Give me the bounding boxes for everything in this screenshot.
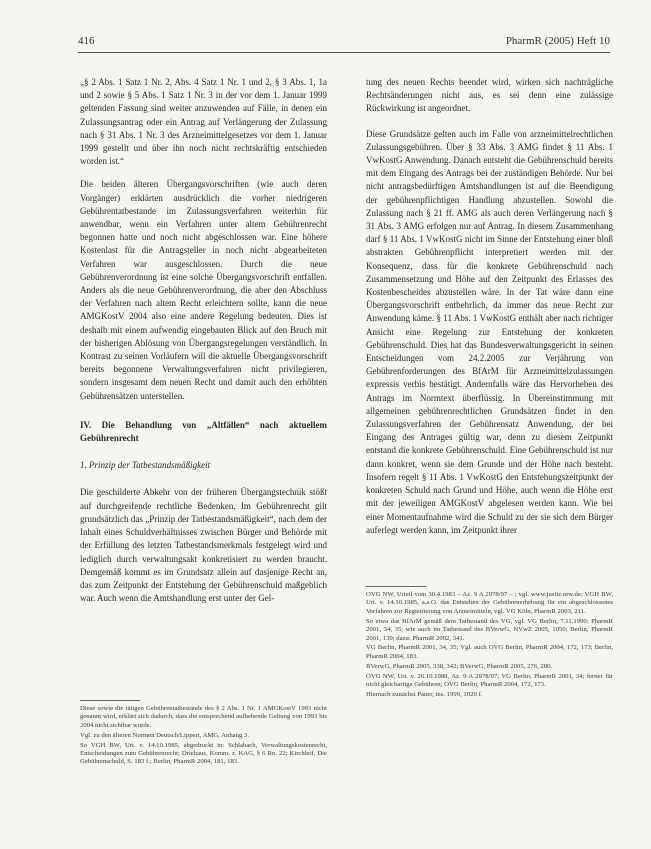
footnote: OVG NW, Urteil vom 30.4.1983 – Az. 9 A 2978/97 – ; vgl. www.justiz.nrw.de; VGH BW, Urt. v. 14.10.1985, a.a.O. das Entstehen der Gebührenerhebung für ein abgeschlossenes Verfahren zur Registrierung von Arzneimitteln, vgl. VG Köln, PharmR 2003, 211. xyxy=(366,591,613,615)
footnote: VG Berlin, PharmR 2001, 34, 35; Vgl. auch OVG Berlin, PharmR 2004, 172, 173; Berlin, PharmR 2004, 183. xyxy=(366,644,613,660)
body-paragraph: Diese Grundsätze gelten auch im Falle von arzneimittelrechtlichen Zulassungsgebühren. Über § 33 Abs. 3 AMG findet § 11 Abs. 1 VwKostG Anwendung. Danach entsteht die Gebührenschuld bereits mit dem Eingang des Antrags bei der zuständigen Behörde. Nur bei nicht antragsbedürftigen Amtshandlungen ist auf die Beendigung der gebührenpflichtigen Handlung abzustellen. Sowohl die Zulassung nach § 21 ff. AMG als auch deren Verlängerung nach § 31 Abs. 3 AMG erfolgen nur auf Antrag. In diesem Zusammenhang darf § 11 Abs. 1 VwKostG nicht im Sinne der Entstehung einer bloß abstrakten Gebührenpflicht interpretiert werden mit der Konsequenz, dass für die konkrete Gebührenschuld nach Zusammensetzung und Höhe auf den Zeitpunkt des Erlasses des Kostenbescheides abzustellen wäre. In der Tat wäre dann eine Übergangsvorschrift entbehrlich, da immer das neue Recht zur Anwendung käme. § 11 Abs. 1 VwKostG enthält aber nach richtiger Ansicht eine Regelung zur Entstehung der konkreten Gebührenschuld. Dies hat das Bundesverwaltungsgericht in seinen Entscheidungen vom 24.2.2005 zur Verjährung von Gebührenforderungen des BfArM für Arzneimittelzulassungen expressis verbis bestätigt. Andernfalls wäre das Hervorheben des Antrags im Normtext überflüssig. In Übereinstimmung mit allgemeinen gebührenrechtlichen Grundsätzen findet in den Zulassungsverfahren der Gebührensatz Anwendung, der bei Eingang des Antrages gültig war, denn zu diesem Zeitpunkt entstand die konkrete Gebührenschuld. Eine Gebührenschuld ist nur dann konkret, wenn sie dem Grunde und der Höhe nach besteht. Insofern regelt § 11 Abs. 1 VwKostG den Entstehungszeitpunkt der konkreten Schuld nach Grund und Höhe, auch wenn die Höhe erst mit der jeweiligen AMGKostV abgelesen werden kann. Wie bei einer Momentaufnahme wird die Schuld zu der sie sich dem Bürger auferlegt werden kann, im Zeitpunkt ihrer xyxy=(366,128,613,535)
section-heading: IV. Die Behandlung von „Altfällen“ nach aktuellem Gebührenrecht xyxy=(80,419,327,444)
header-rule xyxy=(78,52,610,53)
page-header xyxy=(78,35,610,51)
footnote: So VGH BW, Urt. v. 14.10.1985, abgedruckt in: Schlabach, Verwaltungskostenrecht, Entscheidungen zum Gebührenrecht; Driehaus, Komm. z. KAG, § 6 Rn. 22; Kirchhof, Die Gebührenschuld, S. 183 f.; Berlin, PharmR 2004, 181, 183. xyxy=(80,741,327,766)
body-paragraph: Die beiden älteren Übergangsvorschriften (wie auch deren Vorgänger) erklärten ausdrücklich die vorher niedrigeren Gebührentatbestande im Zulassungsverfahren weiterhin für anwendbar, wenn ein Verfahren unter altem Gebührenrecht begonnen hatte und noch nicht abgeschlossen war. Eine höhere Kostenlast für die Antragsteller in noch nicht abgearbeiteten Verfahren war ausgeschlossen. Durch die neue Gebührenverordnung ist eine solche Übergangsvorschrift entfallen. Anders als die neue Gebührenverordnung, die aber den Abschluss der Verfahren nach altem Recht erleichtern sollte, kann die neue AMGKostV 2004 also eine andere Regelung bedeuten. Dies ist deshalb mit einem aufwendig eingebauten Blick auf den Bruch mit der bisherigen Ablösung von Übergangsregelungen verständlich. In Kontrast zu seinen Vorläufern will die aktuelle Übergangsvorschrift bereits begonnene Verwaltungsverfahren nicht privilegieren, sondern insgesamt dem neuen Recht und damit auch den erhöhten Gebührensätzen unterstellen. xyxy=(80,179,327,401)
footnote: Hiernach zunächst Pauer, ins. 1999, 1020 f. xyxy=(366,690,483,698)
footnote-rule xyxy=(366,586,426,587)
quoted-provision: „§ 2 Abs. 1 Satz 1 Nr. 2, Abs. 4 Satz 1 Nr. 1 und 2, § 3 Abs. 1, 1a und 2 sowie § 5 Abs. 1 Satz 1 Nr. 3 in der vor dem 1. Januar 1999 geltenden Fassung sind weiter anzuwenden auf Fälle, in denen ein Zulassungsantrag oder ein Antrag auf Verlängerung der Zulassung nach § 31 Abs. 1 Nr. 3 des Arzneimittelgesetzes vor dem 1. Januar 1999 gestellt und über ihn noch nicht rechtskräftig entschieden worden ist.“ xyxy=(80,77,327,167)
journal-title: PharmR (2005) Heft 10 xyxy=(505,35,610,47)
subsection-heading: 1. Prinzip der Tatbestandsmäßigkeit xyxy=(80,460,211,471)
footnote: Diese sowie die tätigen Gebührentatbestände des § 2 Abs. 1 Nr. 1 AMGKostV 1993 nicht genannt wird, erklärt sich dadurch, dass die entsprechend aufhebende Geltung von 1993 bis 2004 nicht sichtbar wurde. xyxy=(80,705,327,729)
page-number: 416 xyxy=(78,35,95,47)
body-paragraph: Die geschilderte Abkehr von der früheren Übergangstechnik stößt auf durchgreifende rechtliche Bedenken. Im Gebührenrecht gilt grundsätzlich das „Prinzip der Tatbestandsmäßigkeit“, nach dem der Inhalt eines Schuldverhältnisses zwischen Bürger und Behörde mit der Erfüllung des letzten Tatbestandsmerkmals festgelegt wird und lediglich durch verwaltungsakt konkretisiert zu werden braucht. Demgemäß kommt es im Grundsatz allein auf dasjenige Recht an, das zum Zeitpunkt der Entstehung der Gebührenschuld maßgeblich war. Auch wenn die Amtshandlung erst unter der Gel- xyxy=(80,487,327,604)
footnote: BVerwG, PharmR 2005, 338, 342; BVerwG, PharmR 2005, 276, 280. xyxy=(366,662,553,670)
footnote: Vgl. zu den älteren Normen Deutsch/Lippert, AMG, Anhang 3. xyxy=(80,731,250,739)
footnotes-right xyxy=(366,586,613,701)
body-paragraph: tung des neuen Rechts beendet wird, wirken sich nachträgliche Rechtsänderungen nicht aus, es sei denn eine zulässige Rückwirkung ist angeordnet. xyxy=(366,77,613,114)
footnote-rule xyxy=(80,700,140,701)
right-column xyxy=(366,76,613,547)
left-column xyxy=(80,76,327,615)
footnotes-left xyxy=(80,700,327,768)
footnote: OVG NW, Urt. v. 26.10.1988, Az. 9 A 2978/97; VG Berlin, PharmR 2001, 34; ferner für nicht gleichartige Gebühren; OVG Berlin, PharmR 2004, 172, 173. xyxy=(366,672,613,689)
footnote: So etwa das BfArM gemäß dem Tatbestand des VG, vgl. VG Berlin, 7.11.1990; PharmR 2001, 34, 35; wie auch im Tatbestand des BVerwG, NVwZ 2005, 1050; Berlin, PharmR 2001, 130; dazu: PharmR 2002, 341. xyxy=(366,617,613,642)
